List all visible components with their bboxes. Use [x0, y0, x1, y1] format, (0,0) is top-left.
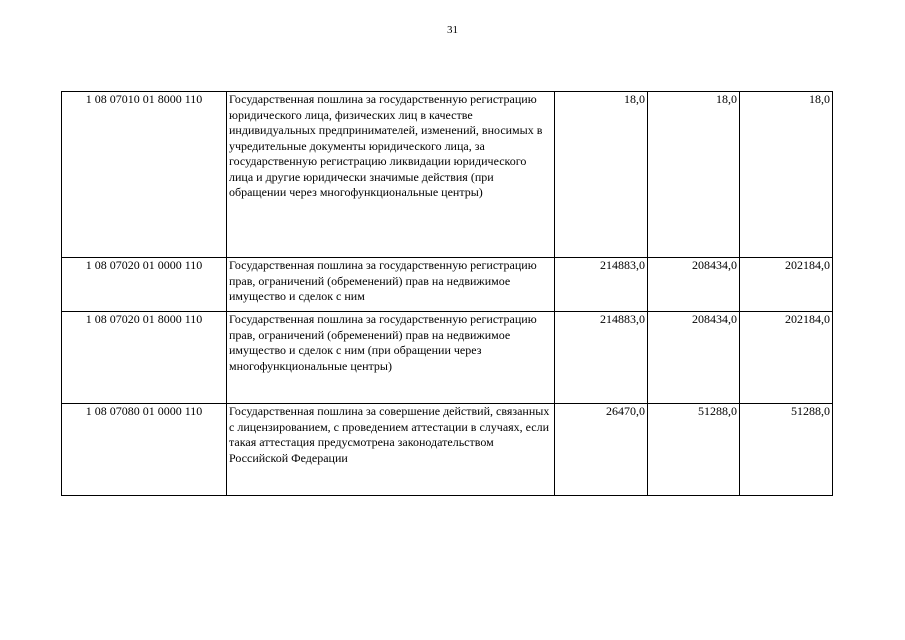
- table-row: [62, 258, 833, 312]
- row-value-1: 26470,0: [555, 404, 648, 496]
- row-value-1: 214883,0: [555, 258, 648, 312]
- row-value-2: 51288,0: [648, 404, 740, 496]
- budget-table: [61, 91, 833, 496]
- row-value-2: 208434,0: [648, 312, 740, 404]
- row-code: 1 08 07020 01 8000 110: [62, 312, 227, 404]
- page-number: 31: [447, 24, 458, 36]
- row-value-3: 51288,0: [740, 404, 833, 496]
- row-description: Государственная пошлина за государственную регистрацию юридического лица, физических лиц в качестве индивидуальных предпринимателей, изменений, вносимых в учредительные документы юридического лица, за государственную регистрацию ликвидации юридического лица и другие юридически значимые действия (при обращении через многофункциональные центры): [227, 92, 555, 258]
- row-code: 1 08 07020 01 0000 110: [62, 258, 227, 312]
- row-value-2: 208434,0: [648, 258, 740, 312]
- row-value-3: 202184,0: [740, 258, 833, 312]
- row-value-1: 214883,0: [555, 312, 648, 404]
- table-row: [62, 404, 833, 496]
- table-row: [62, 312, 833, 404]
- row-code: 1 08 07080 01 0000 110: [62, 404, 227, 496]
- table-row: [62, 92, 833, 258]
- row-description: Государственная пошлина за совершение действий, связанных с лицензированием, с проведением аттестации в случаях, если такая аттестация предусмотрена законодательством Российской Федерации: [227, 404, 555, 496]
- row-value-1: 18,0: [555, 92, 648, 258]
- row-value-2: 18,0: [648, 92, 740, 258]
- row-value-3: 202184,0: [740, 312, 833, 404]
- row-description: Государственная пошлина за государственную регистрацию прав, ограничений (обременений) прав на недвижимое имущество и сделок с ним (при обращении через многофункциональные центры): [227, 312, 555, 404]
- row-code: 1 08 07010 01 8000 110: [62, 92, 227, 258]
- row-value-3: 18,0: [740, 92, 833, 258]
- row-description: Государственная пошлина за государственную регистрацию прав, ограничений (обременений) прав на недвижимое имущество и сделок с ним: [227, 258, 555, 312]
